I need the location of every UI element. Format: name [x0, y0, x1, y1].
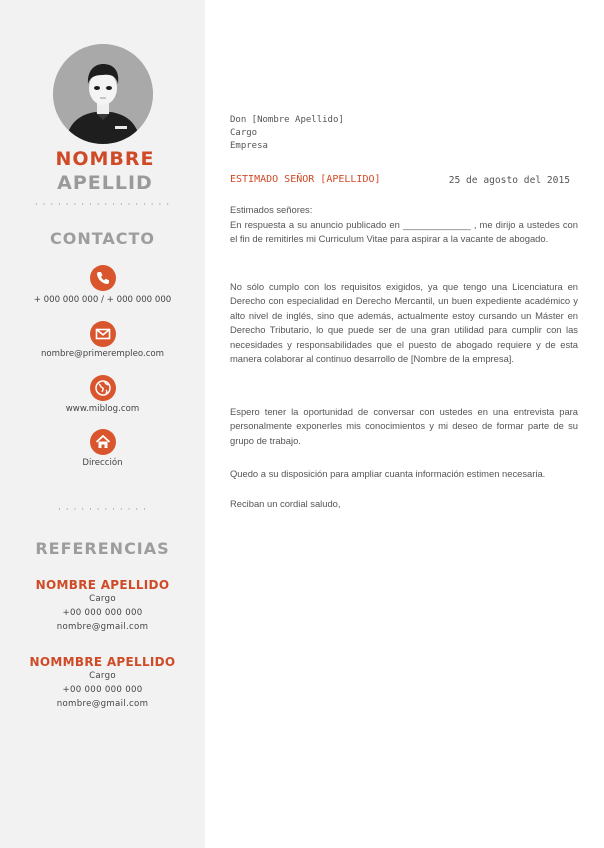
dotted-divider: · · · · · · · · · · · · — [58, 505, 147, 515]
salutation: Estimados señores: — [230, 204, 313, 215]
contact-email: nombre@primerempleo.com — [40, 349, 165, 359]
reference-role: Cargo — [89, 594, 116, 604]
dotted-divider: · · · · · · · · · · · · · · · · · · — [34, 200, 171, 210]
closing: Reciban un cordial saludo, — [230, 498, 341, 509]
paragraph-intro: En respuesta a su anuncio publicado en _____________ , me dirijo a ustedes con el fin de remitirles mi Curriculum Vitae para aspirar a la vacante de abogado. — [230, 219, 578, 245]
person-icon — [53, 44, 153, 144]
recipient-name: Don [Nombre Apellido] — [230, 115, 344, 125]
sidebar — [0, 0, 205, 848]
avatar — [53, 44, 153, 144]
envelope-icon — [90, 321, 116, 347]
candidate-last-name: APELLID — [57, 172, 153, 194]
reference-name: NOMMBRE APELLIDO — [29, 655, 176, 669]
recipient-company: Empresa — [230, 141, 268, 151]
reference-email: nombre@gmail.com — [56, 699, 149, 709]
contact-address: Dirección — [82, 458, 123, 468]
reference-email: nombre@gmail.com — [56, 622, 149, 632]
greeting-title: ESTIMADO SEÑOR [APELLIDO] — [230, 174, 381, 185]
reference-name: NOMBRE APELLIDO — [35, 578, 170, 592]
contact-heading: CONTACTO — [49, 229, 156, 248]
contact-website: www.miblog.com — [65, 404, 140, 414]
reference-role: Cargo — [89, 671, 116, 681]
paragraph-interview: Espero tener la oportunidad de conversar con ustedes en una entrevista para personalmente exponerles mis conocimientos y mi deseo de formar parte de su grupo de trabajo. — [230, 406, 578, 446]
reference-phone: +00 000 000 000 — [62, 685, 143, 695]
recipient-role: Cargo — [230, 128, 258, 138]
globe-icon — [90, 375, 116, 401]
paragraph-availability: Quedo a su disposición para ampliar cuanta información estimen necesaria. — [230, 468, 546, 479]
contact-phone: + 000 000 000 / + 000 000 000 — [33, 295, 172, 305]
candidate-first-name: NOMBRE — [55, 148, 155, 170]
references-heading: REFERENCIAS — [35, 539, 170, 558]
home-icon — [90, 429, 116, 455]
phone-icon — [90, 265, 116, 291]
paragraph-qualifications: No sólo cumplo con los requisitos exigidos, ya que tengo una Licenciatura en Derecho con especialidad en Derecho Mercantil, un buen expediente académico y alto nivel de inglés, sino que además, actualmente estoy cursando un Máster en Derecho Tributario, lo que puede ser de una gran utilidad para cumplir con las necesidades y responsabilidades que el puesto de abogado requiere y de esta manera colaborar al continuo desarrollo de [Nombre de la empresa]. — [230, 281, 578, 365]
letter-date: 25 de agosto del 2015 — [448, 175, 570, 186]
reference-phone: +00 000 000 000 — [62, 608, 143, 618]
